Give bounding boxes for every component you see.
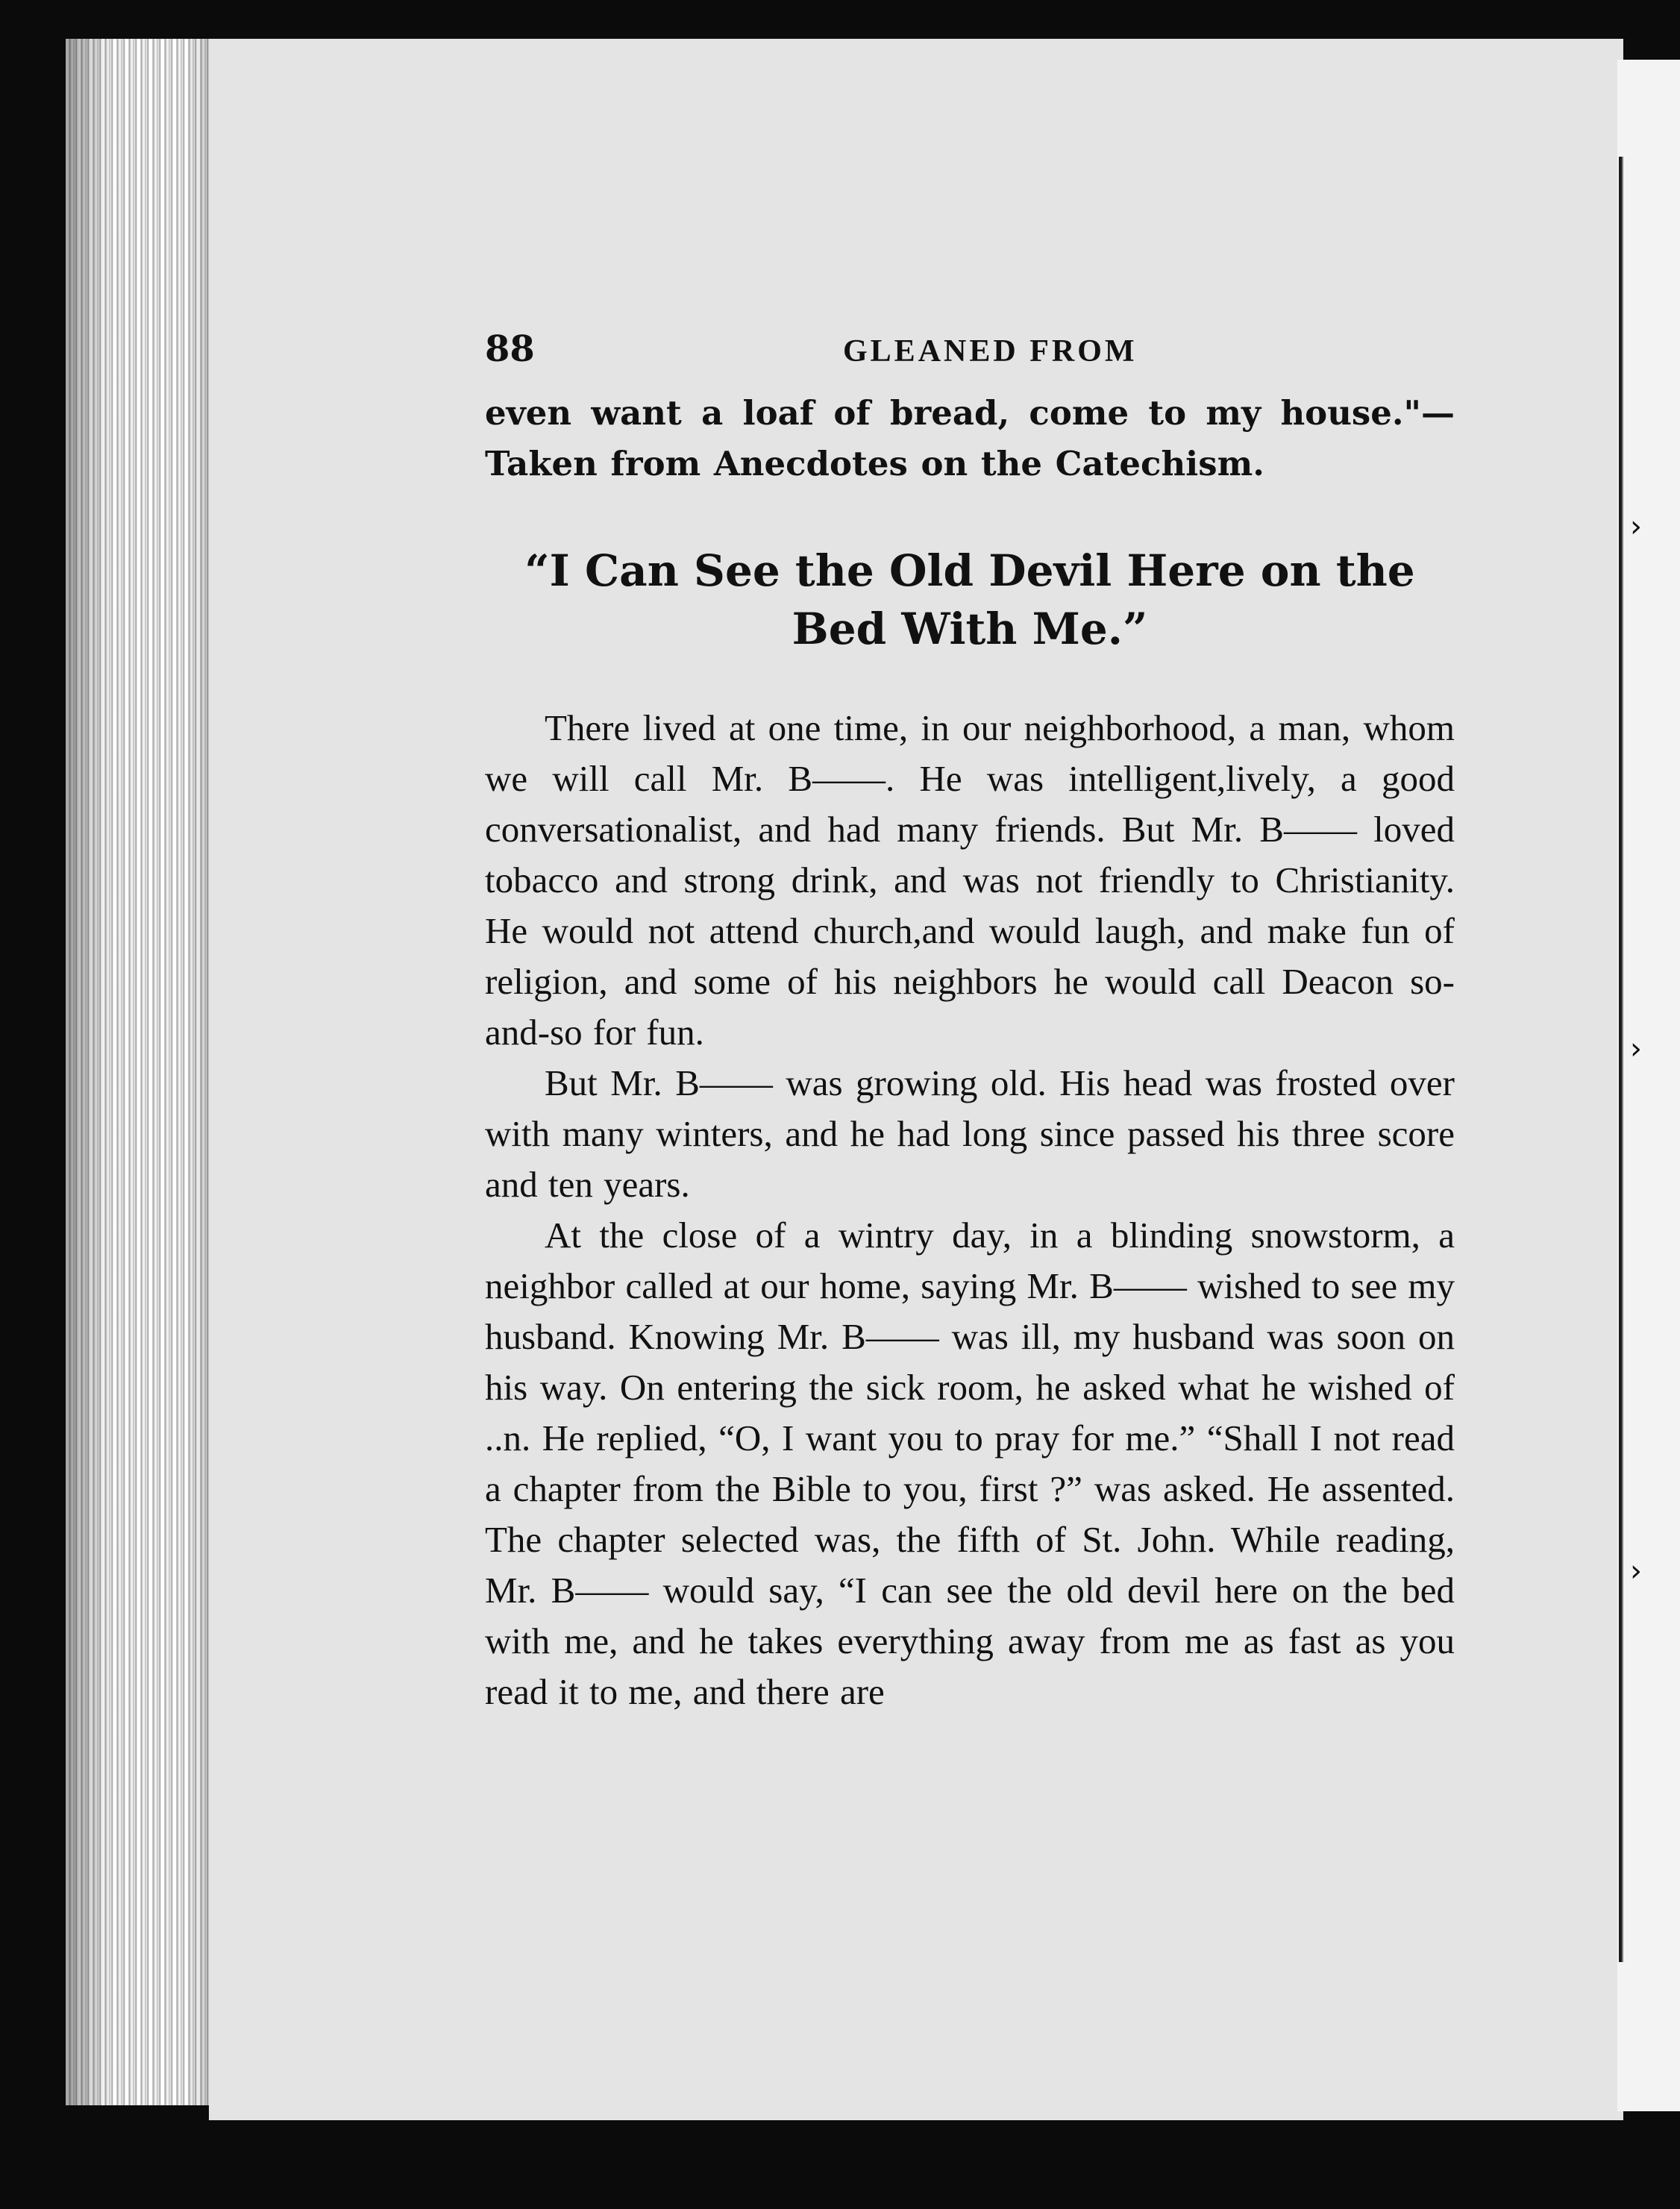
body-paragraph: But Mr. B—— was growing old. His head was frosted over with many winters, and he had long since passed his three score and ten years. [485,1062,1455,1205]
facing-page-binding [1619,157,1626,1962]
page-edge-shadow [66,39,215,2105]
running-head [485,328,1455,388]
facing-page-mark: › [1630,1554,1642,1588]
body-paragraph: There lived at one time, in our neighborhood, a man, whom we will call Mr. B——. He was intelligent,lively, a good conversationalist, and had many friends. But Mr. B—— loved tobacco and strong drink, and was not friendly to Christianity. He would not attend church,and would laugh, and make fun of religion, and some of his neighbors he would call Deacon so-and-so for fun. [485,707,1455,1053]
page-number: 88 [485,328,535,370]
section-title: “I Can See the Old Devil Here on the Bed With Me.” [524,545,1415,654]
facing-page [1617,60,1680,2111]
facing-page-mark: › [1630,510,1642,544]
running-title: GLEANED FROM [843,334,1138,369]
facing-page-mark: › [1630,1032,1642,1066]
intro-paragraph: even want a loaf of bread, come to my house."— Taken from Anecdotes on the Catechism. [485,393,1455,483]
page-text [485,328,1455,1717]
body-paragraph: At the close of a wintry day, in a blinding snowstorm, a neighbor called at our home, saying Mr. B—— wished to see my husband. Knowing Mr. B—— was ill, my husband was soon on his way. On entering the sick room, he asked what he wished of ..n. He replied, “O, I want you to pray for me.” “Shall I not read a chapter from the Bible to you, first ?” was asked. He assented. The chapter selected was, the fifth of St. John. While reading, Mr. B—— would say, “I can see the old devil here on the bed with me, and he takes everything away from me as fast as you read it to me, and there are [485,1215,1455,1712]
